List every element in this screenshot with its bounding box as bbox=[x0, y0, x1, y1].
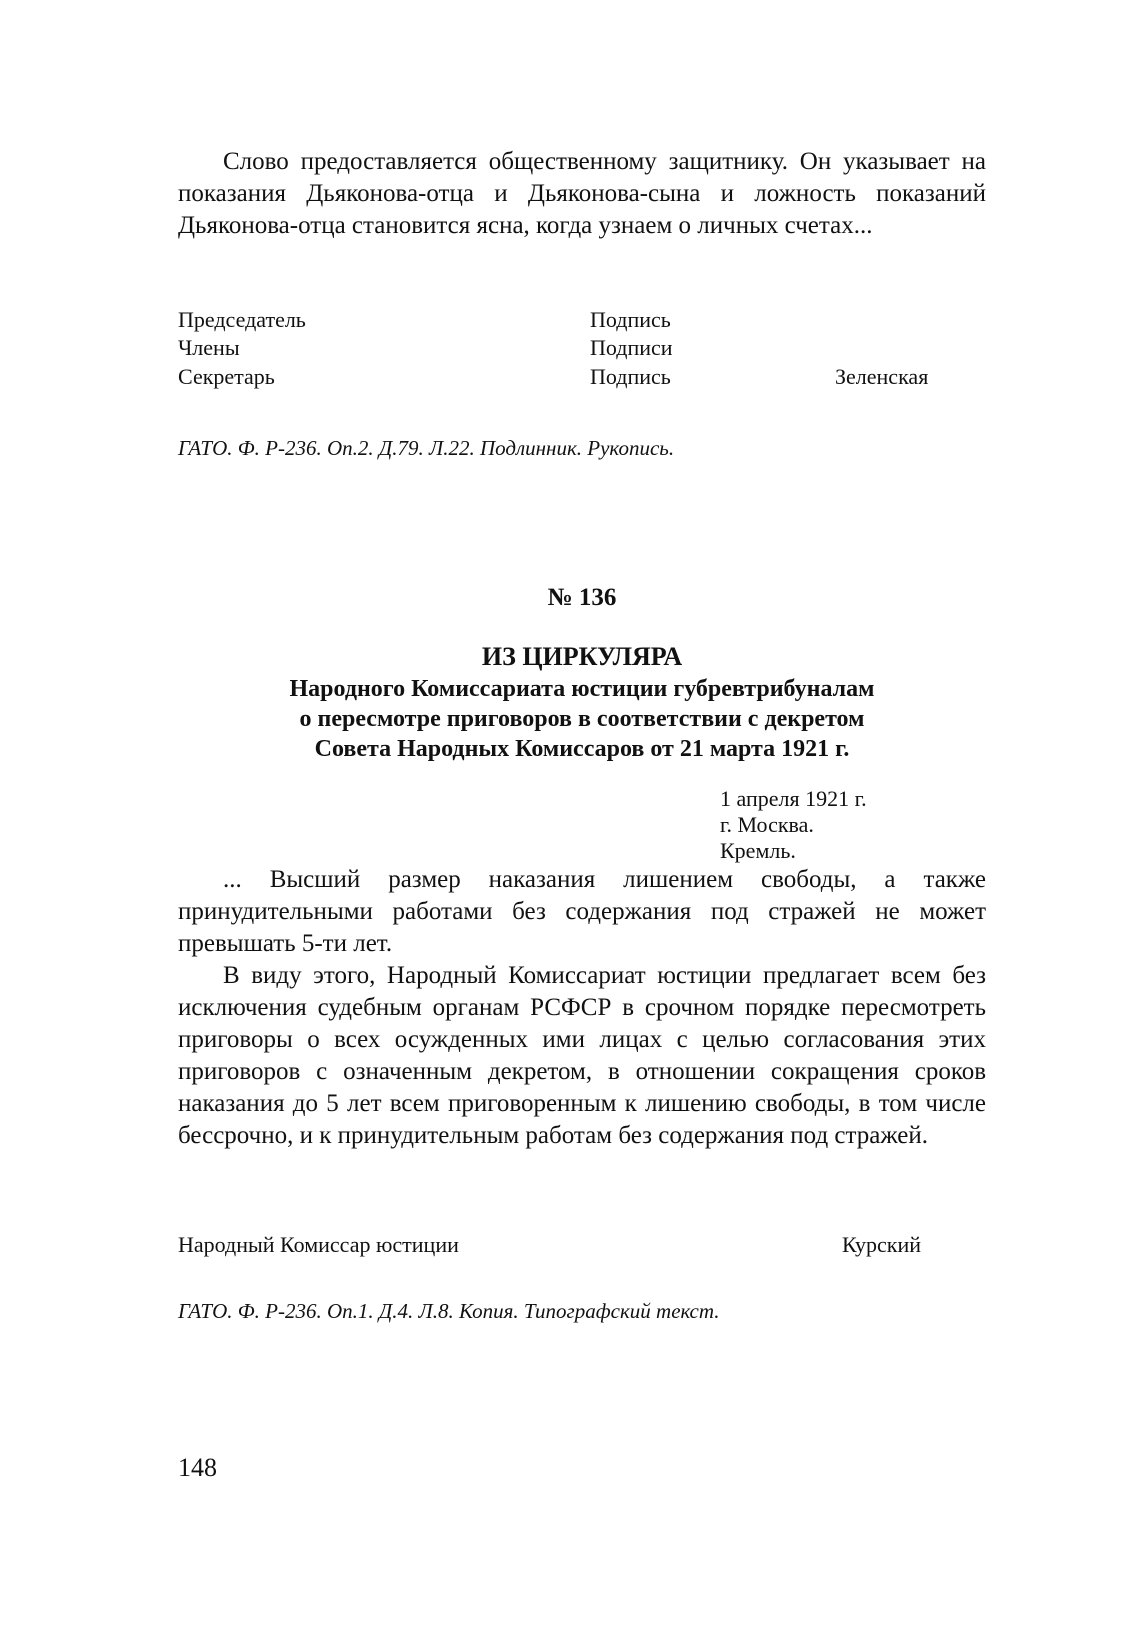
signatory-name: Курский bbox=[842, 1232, 922, 1257]
document-title: ИЗ ЦИРКУЛЯРА bbox=[481, 642, 683, 671]
signature-role-members: Члены bbox=[178, 335, 240, 360]
document-subtitle-line-2: о пересмотре приговоров в соответствии с декретом bbox=[299, 706, 865, 732]
archive-source-previous: ГАТО. Ф. Р-236. Оп.2. Д.79. Л.22. Подлинник. Рукопись. bbox=[178, 436, 675, 460]
document-city: г. Москва. bbox=[720, 812, 814, 837]
signature-name-secretary: Зеленская bbox=[835, 364, 929, 389]
document-number: № 136 bbox=[547, 584, 617, 611]
document-subtitle-line-3: Совета Народных Комиссаров от 21 марта 1921 г. bbox=[314, 736, 850, 762]
body-paragraph-1: ... Высший размер наказания лишением свободы, а также принудительными работами без содержания под стражей не может превышать 5-ти лет. bbox=[178, 866, 986, 957]
signatory-title: Народный Комиссар юстиции bbox=[178, 1232, 459, 1257]
signature-role-secretary: Секретарь bbox=[178, 364, 275, 389]
document-subtitle-line-1: Народного Комиссариата юстиции губревтрибуналам bbox=[289, 676, 875, 702]
body-paragraph-2: В виду этого, Народный Комиссариат юстиции предлагает всем без исключения судебным органам РСФСР в срочном порядке пересмотреть приговоры о всех осужденных ими лицах с целью согласования этих приговоров с означенным декретом, в отношении сокращения сроков наказания до 5 лет всем приговоренным к лишению свободы, в том числе бессрочно, и к принудительным работам без содержания под стражей. bbox=[178, 962, 986, 1149]
signature-mark-chairman: Подпись bbox=[590, 307, 671, 332]
signature-role-chairman: Председатель bbox=[178, 307, 306, 332]
document-body bbox=[178, 864, 986, 1152]
date-place-block bbox=[720, 786, 867, 864]
document-date: 1 апреля 1921 г. bbox=[720, 786, 867, 811]
previous-section bbox=[178, 146, 986, 242]
signature-mark-members: Подписи bbox=[590, 335, 673, 360]
signature-mark-secretary: Подпись bbox=[590, 364, 671, 389]
defender-paragraph: Слово предоставляется общественному защитнику. Он указывает на показания Дьяконова-отца и Дьяконова-сына и ложность показаний Дьяконова-отца становится ясна, когда узнаем о личных счетах... bbox=[178, 148, 986, 239]
archive-source-136: ГАТО. Ф. Р-236. Оп.1. Д.4. Л.8. Копия. Типографский текст. bbox=[178, 1299, 720, 1323]
document-location: Кремль. bbox=[720, 838, 796, 863]
page-number: 148 bbox=[178, 1453, 217, 1482]
